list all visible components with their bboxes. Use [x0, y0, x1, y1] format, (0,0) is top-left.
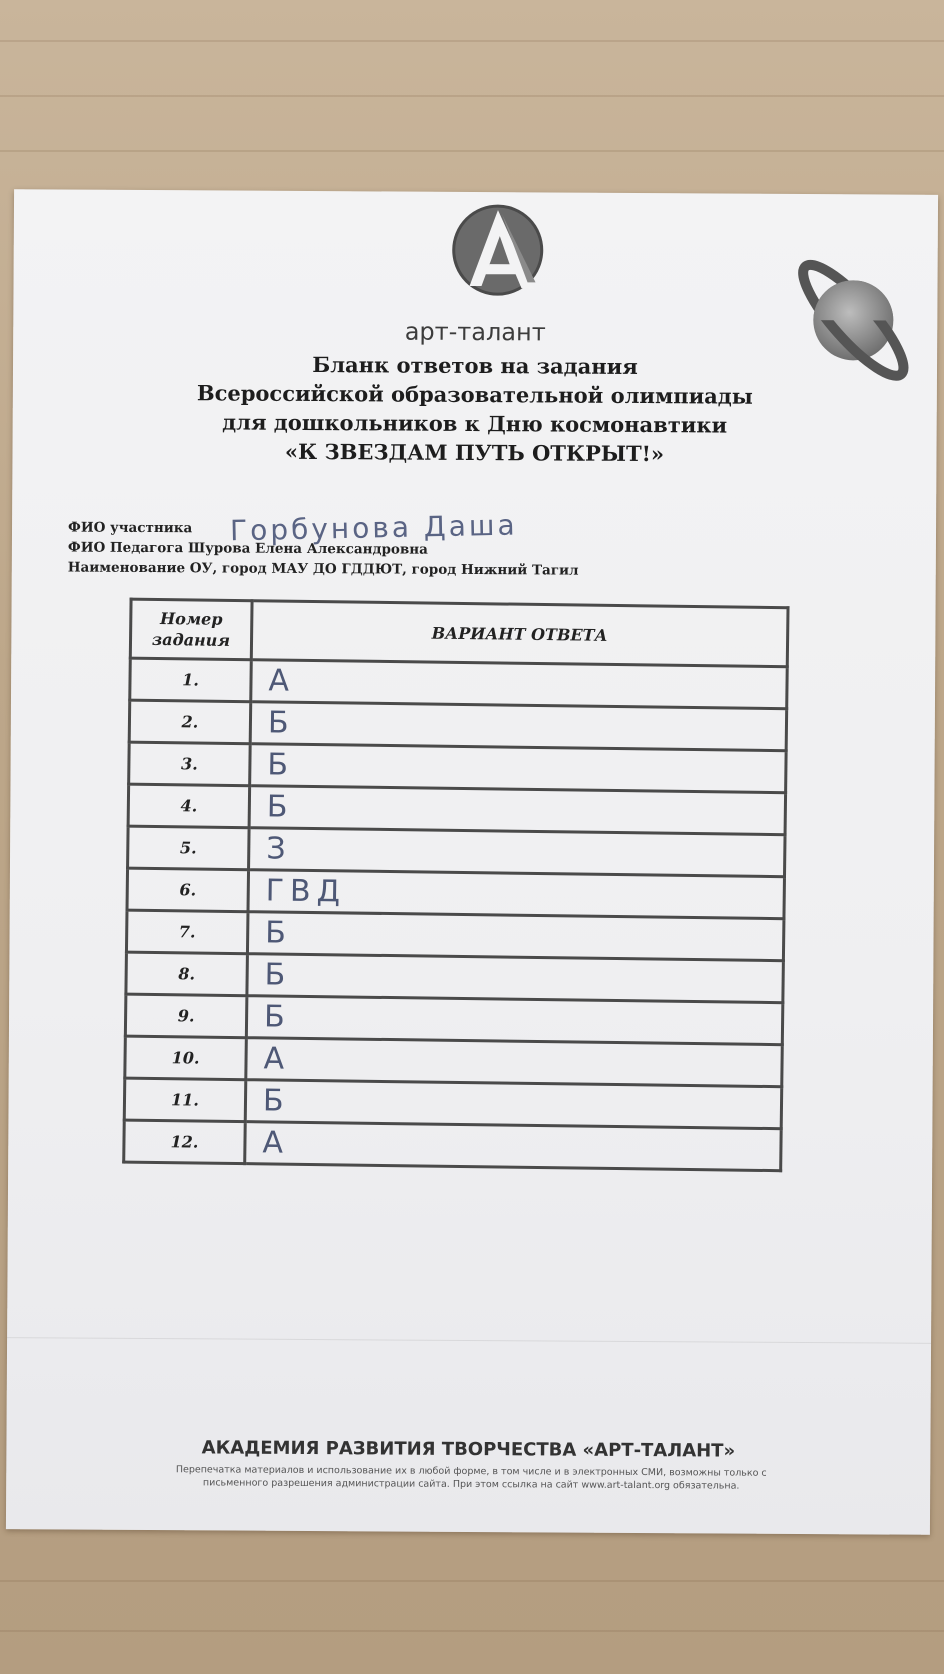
brand-name: арт-талант: [404, 317, 546, 347]
answer-handwritten: А: [245, 1122, 782, 1171]
footer-note-line-1: Перепечатка материалов и использование их в любой форме, в том числе и в электронных СМИ, возможны только с: [175, 1464, 767, 1479]
answer-handwritten: Б: [249, 786, 786, 835]
task-number: 5.: [128, 826, 250, 870]
task-number: 6.: [127, 868, 249, 912]
answer-sheet: [6, 189, 938, 1535]
task-number: 4.: [128, 784, 250, 828]
task-number: 3.: [129, 742, 251, 786]
header-line-4: «К ЗВЕЗДАМ ПУТЬ ОТКРЫТ!»: [284, 438, 665, 467]
wood-grain: [0, 40, 944, 42]
teacher-line: ФИО Педагога Шурова Елена Александровна: [67, 539, 428, 558]
task-number: 7.: [126, 910, 248, 954]
task-number: 2.: [129, 700, 251, 744]
art-talant-logo-icon: [449, 202, 546, 299]
table-header-row: [130, 599, 788, 667]
answer-handwritten: А: [251, 660, 788, 709]
task-number: 1.: [130, 658, 252, 702]
answer-handwritten: Б: [246, 996, 783, 1045]
answer-handwritten: Б: [245, 1080, 782, 1129]
task-number: 11.: [124, 1078, 246, 1122]
header-answer-variant: ВАРИАНТ ОТВЕТА: [251, 601, 788, 667]
task-number: 8.: [126, 952, 248, 996]
answer-handwritten: А: [246, 1038, 783, 1087]
institution-line: Наименование ОУ, город МАУ ДО ГДДЮТ, город Нижний Тагил: [67, 559, 579, 579]
header-line-3: для дошкольников к Дню космонавтики: [222, 409, 728, 438]
table-row: [124, 1120, 781, 1171]
header-line-2: Всероссийской образовательной олимпиады: [196, 380, 753, 409]
task-number: 10.: [125, 1036, 247, 1080]
answer-handwritten: Б: [250, 744, 787, 793]
answer-handwritten: Б: [247, 912, 784, 961]
wood-grain: [0, 1630, 944, 1632]
wood-grain: [0, 1580, 944, 1582]
answer-handwritten: З: [249, 828, 786, 877]
answer-table: [122, 598, 789, 1173]
wood-grain: [0, 95, 944, 97]
paper-fold: [7, 1337, 931, 1344]
answer-handwritten: ГВД: [248, 870, 785, 919]
wood-grain: [0, 150, 944, 152]
header-line-1: Бланк ответов на задания: [312, 352, 638, 380]
footer-note-line-2: письменного разрешения администрации сайта. При этом ссылка на сайт www.art-talant.org обязательна.: [202, 1477, 740, 1492]
answer-handwritten: Б: [250, 702, 787, 751]
task-number: 9.: [125, 994, 247, 1038]
participant-name-handwritten: Горбунова Даша: [229, 508, 518, 548]
participant-label: ФИО участника: [67, 519, 193, 537]
task-number: 12.: [124, 1120, 246, 1164]
header-task-number: Номер задания: [130, 599, 252, 660]
footer-title: АКАДЕМИЯ РАЗВИТИЯ ТВОРЧЕСТВА «АРТ-ТАЛАНТ»: [201, 1437, 736, 1462]
answer-handwritten: Б: [247, 954, 784, 1003]
